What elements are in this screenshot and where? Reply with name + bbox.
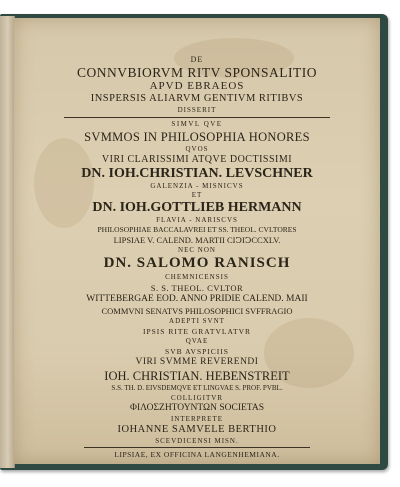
line-leuschner: DN. IOH.CHRISTIAN. LEVSCHNER [81, 166, 313, 181]
line-disserit: DISSERIT [177, 106, 217, 114]
line-philosophiae: PHILOSOPHIAE BACCALAVREI ET SS. THEOL. CVLTORES [97, 225, 297, 234]
line-auspiciis: SVB AVSPICIIS [165, 347, 229, 356]
line-prof-publ: S.S. TH. D. EIVSDEMQVE ET LINGVAE S. PROF. PVBL. [111, 384, 283, 392]
line-title-3: INSPERSIS ALIARVM GENTIVM RITIBVS [90, 93, 304, 104]
divider-rule [64, 117, 330, 118]
line-societas: ΦΙΛΟΣΖΗΤΟΥΝΤΩΝ SOCIETAS [130, 403, 264, 413]
line-flavia: FLAVIA - NARISCVS [156, 216, 238, 224]
line-viri: VIRI CLARISSIMI ATQVE DOCTISSIMI [101, 154, 293, 165]
line-quos: QVOS [185, 145, 209, 153]
line-interprete: INTERPRETE [171, 415, 223, 423]
line-honores: SVMMOS IN PHILOSOPHIA HONORES [84, 130, 310, 144]
line-theol-cultor: S. S. THEOL. CVLTOR [150, 283, 244, 293]
line-misn: SCEVDICENSI MISN. [155, 437, 239, 445]
line-berthio: IOHANNE SAMVELE BERTHIO [117, 424, 277, 435]
line-reverendi: VIRI SVMME REVERENDI [135, 357, 259, 367]
bottom-rule [84, 447, 310, 448]
line-hebenstreit: IOH. CHRISTIAN. HEBENSTREIT [104, 369, 290, 383]
line-hermann: DN. IOH.GOTTLIEB HERMANN [92, 200, 302, 215]
line-adepti: ADEPTI SVNT [169, 317, 225, 325]
line-ranisch: DN. SALOMO RANISCH [103, 255, 291, 271]
line-communi: COMMVNI SENATVS PHILOSOPHICI SVFFRAGIO [101, 306, 293, 316]
line-nec-non: NEC NON [178, 246, 216, 254]
title-page [14, 18, 380, 464]
line-title-2: APVD EBRAEOS [149, 80, 245, 92]
line-imprint: LIPSIAE, EX OFFICINA LANGENHEMIANA. [114, 450, 280, 459]
line-gratulatur: IPSIS RITE GRATVLATVR [142, 327, 252, 336]
line-de: DE [190, 55, 204, 64]
line-chemnicensis: CHEMNICENSIS [165, 273, 229, 281]
line-colligitur: COLLIGITVR [171, 394, 223, 402]
line-quae: QVAE [185, 337, 209, 345]
line-title-1: CONNVBIORVM RITV SPONSALITIO [77, 65, 317, 80]
page-edge [0, 16, 15, 468]
line-simulque: SIMVL QVE [171, 120, 223, 128]
line-lipsiae-date: LIPSIAE V. CALEND. MARTII CIↃIↃCCXLV. [113, 235, 281, 245]
line-et: ET [191, 191, 203, 199]
line-wittebergae: WITTEBERGAE EOD. ANNO PRIDIE CALEND. MAII [86, 294, 308, 304]
line-galenzia: GALENZIA - MISNICVS [150, 182, 244, 190]
